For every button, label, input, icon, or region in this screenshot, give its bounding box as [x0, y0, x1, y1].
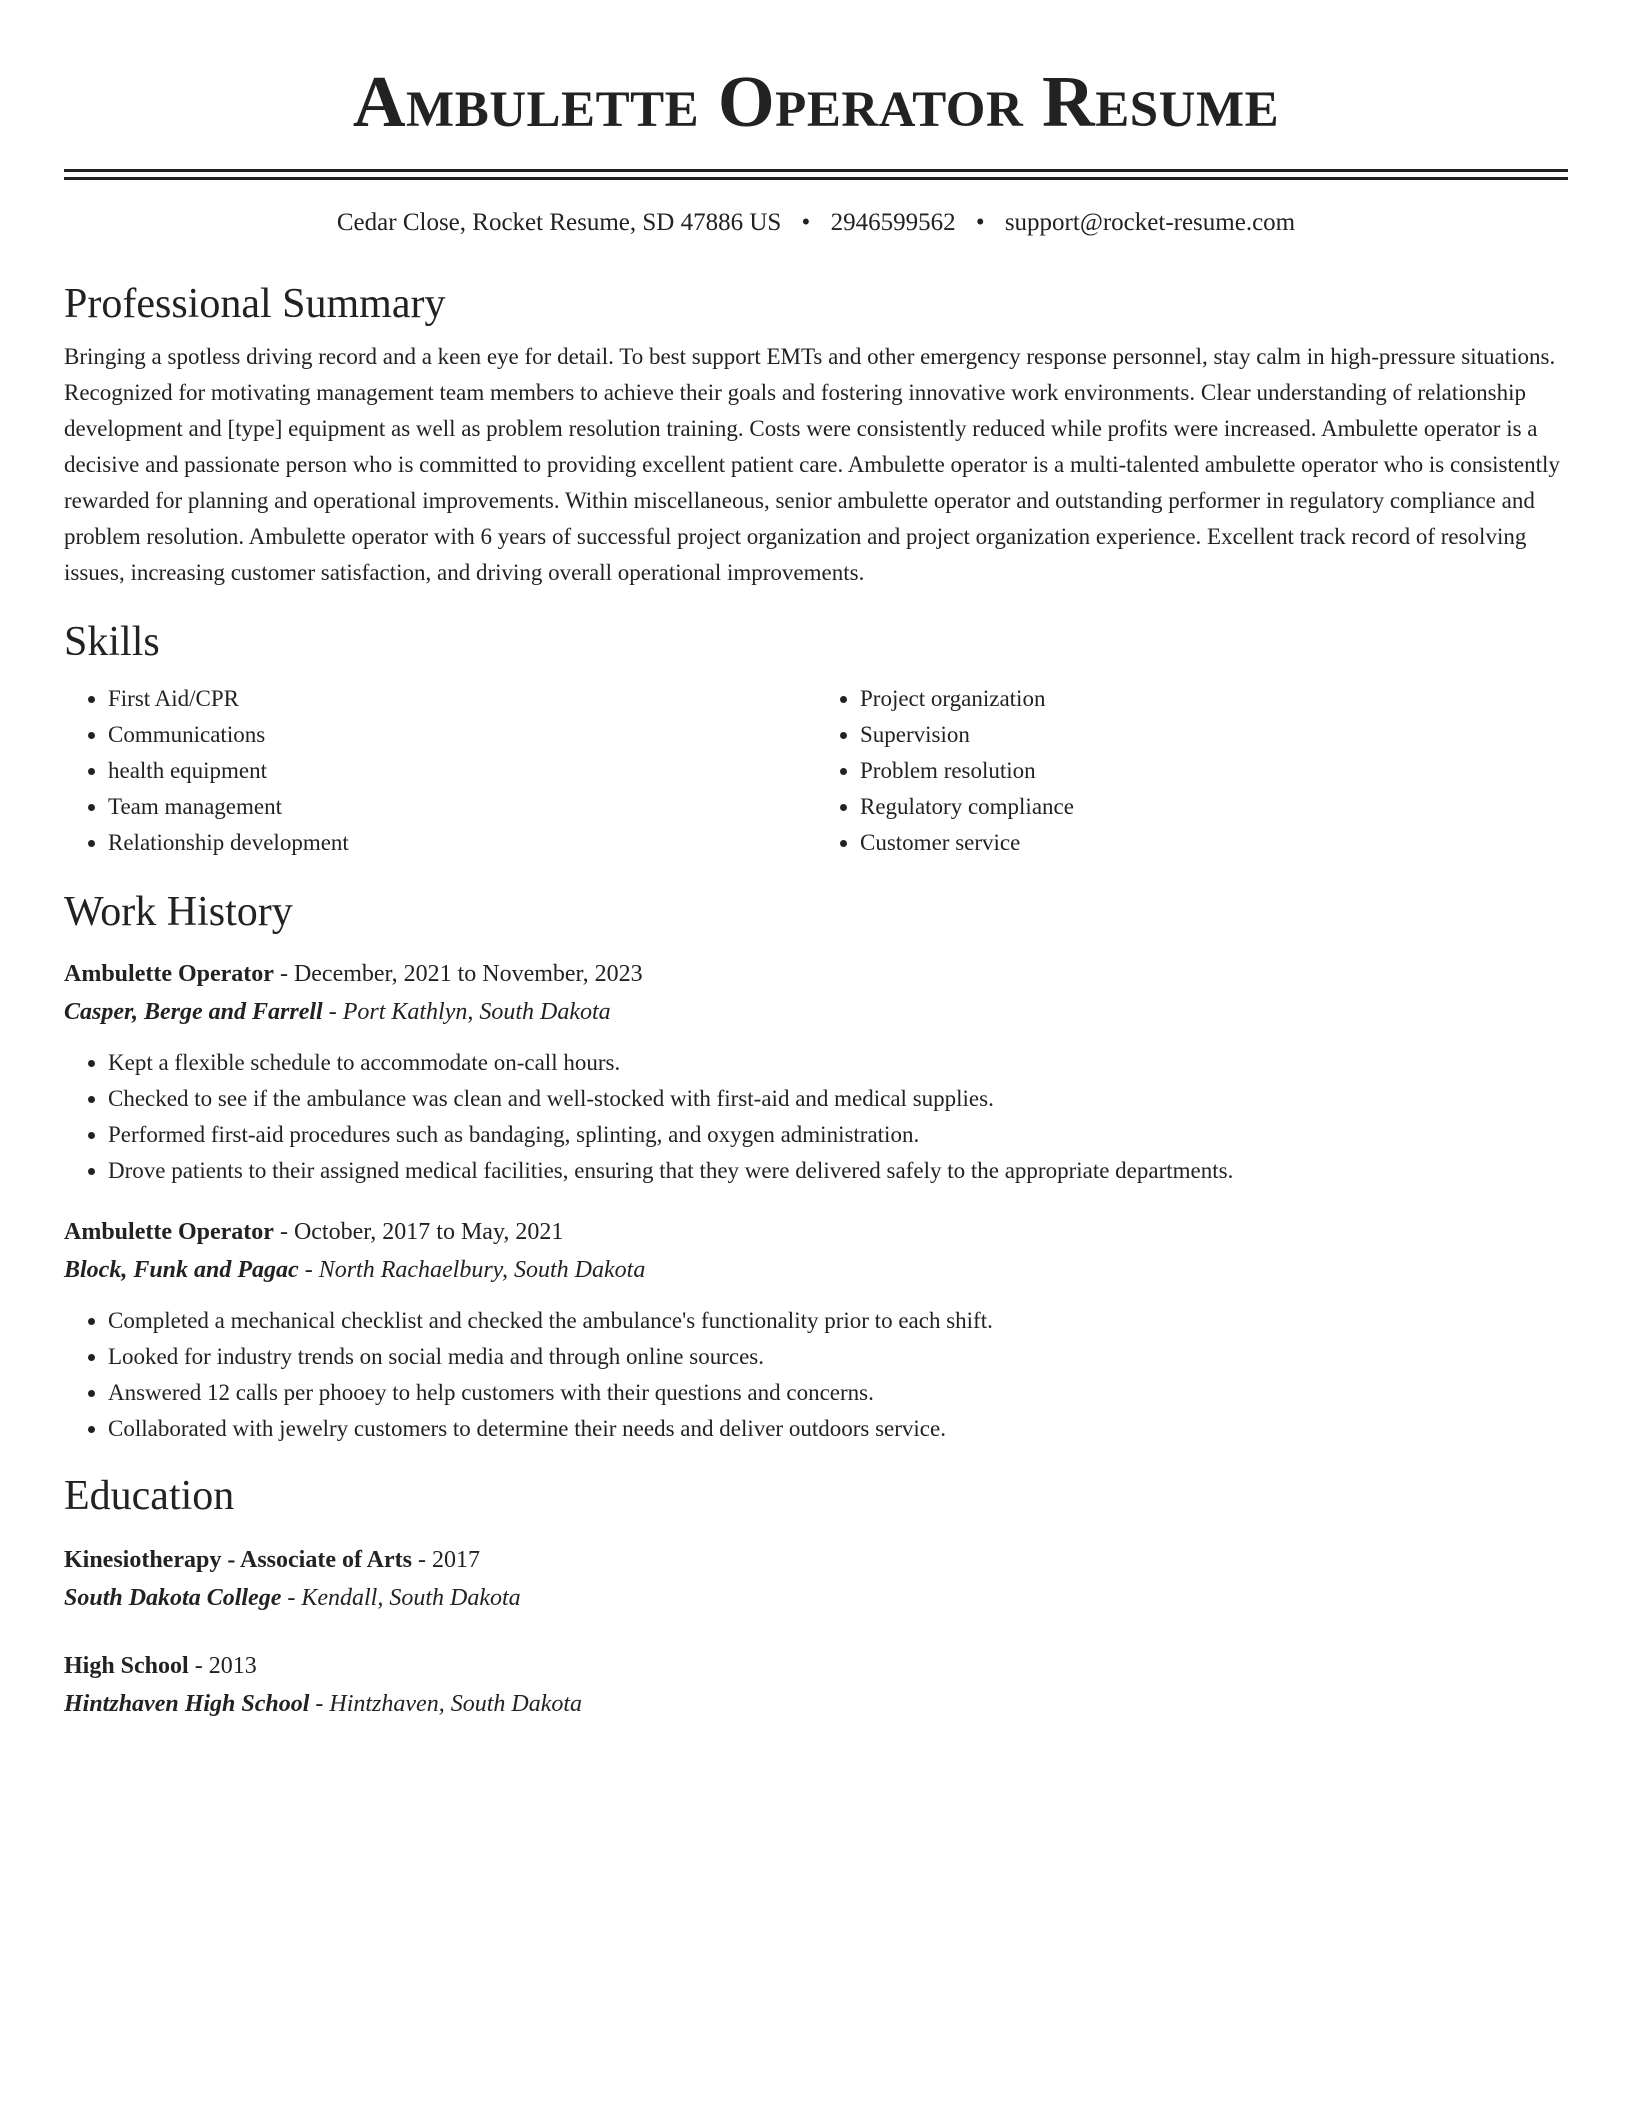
education-degree-line	[64, 1541, 1568, 1579]
job-company: Block, Funk and Pagac	[64, 1257, 299, 1283]
summary-heading: Professional Summary	[64, 281, 446, 327]
skill-item: • Relationship development	[108, 825, 816, 861]
skill-item: • Regulatory compliance	[860, 789, 1568, 825]
resume-title: Ambulette Operator Resume	[352, 61, 1280, 142]
skills-list	[64, 681, 1568, 861]
job-bullet: • Looked for industry trends on social media and through online sources.	[108, 1339, 1568, 1375]
job-company-line	[64, 1251, 1568, 1289]
job-bullet: • Kept a flexible schedule to accommodate on-call hours.	[108, 1045, 1568, 1081]
job-dates: - October, 2017 to May, 2021	[273, 1219, 564, 1245]
skill-item: • Problem resolution	[860, 753, 1568, 789]
job-location: - Port Kathlyn, South Dakota	[322, 999, 611, 1025]
job-title: Ambulette Operator	[64, 961, 274, 987]
education-heading: Education	[64, 1473, 235, 1519]
skill-item: • Team management	[108, 789, 816, 825]
education-degree: Kinesiotherapy - Associate of Arts	[64, 1547, 412, 1573]
job-bullet: • Checked to see if the ambulance was clean and well-stocked with first-aid and medical supplies.	[108, 1081, 1568, 1117]
job-company: Casper, Berge and Farrell	[64, 999, 323, 1025]
job-entry	[64, 955, 1568, 1189]
contact-separator: •	[801, 209, 811, 236]
education-school-line	[64, 1685, 1568, 1723]
education-location: - Kendall, South Dakota	[281, 1585, 521, 1611]
job-bullet: • Drove patients to their assigned medical facilities, ensuring that they were delivered safely to the appropriate departments.	[108, 1153, 1568, 1189]
education-school: South Dakota College	[64, 1585, 282, 1611]
skills-column-left	[64, 681, 816, 861]
job-dates: - December, 2021 to November, 2023	[273, 961, 643, 987]
contact-separator: •	[975, 209, 985, 236]
job-bullet: • Completed a mechanical checklist and checked the ambulance's functionality prior to each shift.	[108, 1303, 1568, 1339]
education-entry	[64, 1541, 1568, 1617]
job-location: - North Rachaelbury, South Dakota	[298, 1257, 646, 1283]
education-year: - 2017	[411, 1547, 480, 1573]
title-double-rule	[64, 169, 1568, 180]
contact-email: support@rocket-resume.com	[1004, 209, 1296, 236]
work-history-heading: Work History	[64, 889, 293, 935]
education-degree: High School	[64, 1653, 189, 1679]
skill-item: • Customer service	[860, 825, 1568, 861]
education-school-line	[64, 1579, 1568, 1617]
skill-item: • Communications	[108, 717, 816, 753]
education-school: Hintzhaven High School	[64, 1691, 310, 1717]
skill-item: • Project organization	[860, 681, 1568, 717]
job-bullet: • Collaborated with jewelry customers to determine their needs and deliver outdoors service.	[108, 1411, 1568, 1447]
education-year: - 2013	[188, 1653, 257, 1679]
job-company-line	[64, 993, 1568, 1031]
skills-column-right	[816, 681, 1568, 861]
job-bullets	[64, 1303, 1568, 1447]
contact-phone: 2946599562	[830, 209, 956, 236]
contact-line	[64, 207, 1568, 239]
job-bullet: • Answered 12 calls per phooey to help customers with their questions and concerns.	[108, 1375, 1568, 1411]
summary-text: Bringing a spotless driving record and a keen eye for detail. To best support EMTs and other emergency response personnel, stay calm in high-pressure situations. Recognized for motivating management team members to achieve their goals and fostering innovative work environments. Clear understanding of relationship development and [type] equipment as well as problem resolution training. Costs were consistently reduced while profits were increased. Ambulette operator is a decisive and passionate person who is committed to providing excellent patient care. Ambulette operator is a multi-talented ambulette operator who is consistently rewarded for planning and operational improvements. Within miscellaneous, senior ambulette operator and outstanding performer in regulatory compliance and problem resolution. Ambulette operator with 6 years of successful project organization and project organization experience. Excellent track record of resolving issues, increasing customer satisfaction, and driving overall operational improvements.	[64, 344, 1560, 585]
skills-heading: Skills	[64, 619, 160, 665]
skill-item: • Supervision	[860, 717, 1568, 753]
skill-item: • First Aid/CPR	[108, 681, 816, 717]
education-degree-line	[64, 1647, 1568, 1685]
job-title-line	[64, 1213, 1568, 1251]
job-bullet: • Performed first-aid procedures such as bandaging, splinting, and oxygen administration.	[108, 1117, 1568, 1153]
education-location: - Hintzhaven, South Dakota	[309, 1691, 583, 1717]
education-entry	[64, 1647, 1568, 1723]
job-title-line	[64, 955, 1568, 993]
job-title: Ambulette Operator	[64, 1219, 274, 1245]
contact-address: Cedar Close, Rocket Resume, SD 47886 US	[336, 209, 782, 236]
skill-item: • health equipment	[108, 753, 816, 789]
job-entry	[64, 1213, 1568, 1447]
job-bullets	[64, 1045, 1568, 1189]
